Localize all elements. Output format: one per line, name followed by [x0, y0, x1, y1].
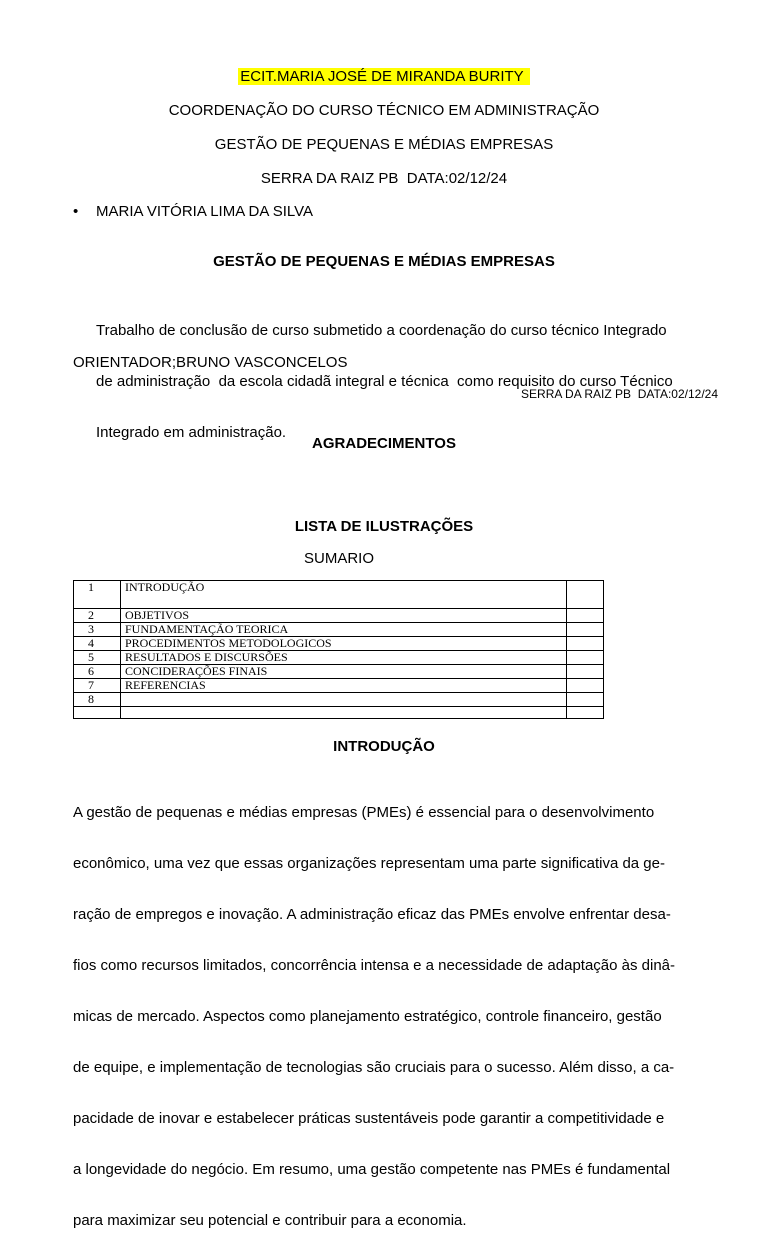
advisor-line: ORIENTADOR;BRUNO VASCONCELOS [73, 354, 348, 371]
intro-line: ração de empregos e inovação. A administração eficaz das PMEs envolve enfrentar desa- [73, 906, 671, 923]
table-row [74, 651, 604, 665]
summary-heading: SUMARIO [303, 550, 374, 567]
toc-page [567, 623, 604, 637]
toc-number: 4 [74, 637, 121, 651]
toc-number: 7 [74, 679, 121, 693]
toc-page [567, 665, 604, 679]
submission-line: Integrado em administração. [96, 424, 287, 441]
intro-line: econômico, uma vez que essas organizações representam uma parte significativa da ge- [73, 855, 665, 872]
toc-title-empty [121, 707, 567, 719]
introduction-heading: INTRODUÇÃO [333, 738, 435, 755]
intro-line: micas de mercado. Aspectos como planejamento estratégico, controle financeiro, gestão [73, 1008, 662, 1025]
intro-line: fios como recursos limitados, concorrência intensa e a necessidade de adaptação às dinâ- [73, 957, 676, 974]
table-row [74, 693, 604, 707]
table-row [74, 581, 604, 609]
toc-title: RESULTADOS E DISCURSÕES [121, 651, 567, 665]
subject-line: GESTÃO DE PEQUENAS E MÉDIAS EMPRESAS [214, 136, 554, 153]
toc-title [121, 693, 567, 707]
acknowledgements-heading: AGRADECIMENTOS [312, 435, 456, 452]
intro-line: a longevidade do negócio. Em resumo, uma gestão competente nas PMEs é fundamental [73, 1161, 671, 1178]
toc-page [567, 679, 604, 693]
toc-number: 2 [74, 609, 121, 623]
intro-line: pacidade de inovar e estabelecer práticas sustentáveis pode garantir a competitividade e [73, 1110, 665, 1127]
toc-number: 6 [74, 665, 121, 679]
toc-number: 5 [74, 651, 121, 665]
intro-line: para maximizar seu potencial e contribuir para a economia. [73, 1212, 467, 1229]
table-row [74, 609, 604, 623]
submission-line: Trabalho de conclusão de curso submetido a coordenação do curso técnico Integrado [96, 322, 667, 339]
place-date-right: SERRA DA RAIZ PB DATA:02/12/24 [521, 387, 718, 401]
toc-page [567, 651, 604, 665]
toc-title: FUNDAMENTAÇÃO TEORICA [121, 623, 567, 637]
bullet-icon: • [73, 203, 79, 220]
submission-line: de administração da escola cidadã integral e técnica como requisito do curso Técnico [96, 373, 673, 390]
toc-page [567, 609, 604, 623]
toc-page [567, 581, 604, 609]
table-row [74, 665, 604, 679]
toc-page-empty [567, 707, 604, 719]
toc-title: REFERENCIAS [121, 679, 567, 693]
illustrations-heading: LISTA DE ILUSTRAÇÕES [294, 518, 474, 535]
toc-number: 3 [74, 623, 121, 637]
toc-title: PROCEDIMENTOS METODOLOGICOS [121, 637, 567, 651]
school-name [0, 68, 768, 86]
place-date-line: SERRA DA RAIZ PB DATA:02/12/24 [260, 170, 508, 187]
toc-number-empty [74, 707, 121, 719]
toc-page [567, 693, 604, 707]
toc-title: OBJETIVOS [121, 609, 567, 623]
table-row [74, 637, 604, 651]
table-row [74, 707, 604, 719]
introduction-paragraph [73, 770, 675, 1246]
school-name-highlight: ECIT.MARIA JOSÉ DE MIRANDA BURITY [238, 68, 529, 85]
summary-table [73, 580, 604, 719]
table-row [74, 623, 604, 637]
author-name: MARIA VITÓRIA LIMA DA SILVA [96, 203, 314, 220]
intro-line: de equipe, e implementação de tecnologias são cruciais para o sucesso. Além disso, a ca- [73, 1059, 675, 1076]
submission-paragraph [96, 288, 673, 458]
toc-page [567, 637, 604, 651]
intro-line: A gestão de pequenas e médias empresas (PMEs) é essencial para o desenvolvimento [73, 804, 655, 821]
toc-title: INTRODUÇÃO [121, 581, 567, 609]
document-title: GESTÃO DE PEQUENAS E MÉDIAS EMPRESAS [213, 253, 555, 270]
coordination-line: COORDENAÇÃO DO CURSO TÉCNICO EM ADMINISTRAÇÃO [168, 102, 600, 119]
toc-number: 1 [74, 581, 121, 609]
toc-number: 8 [74, 693, 121, 707]
toc-title: CONCIDERAÇÕES FINAIS [121, 665, 567, 679]
table-row [74, 679, 604, 693]
